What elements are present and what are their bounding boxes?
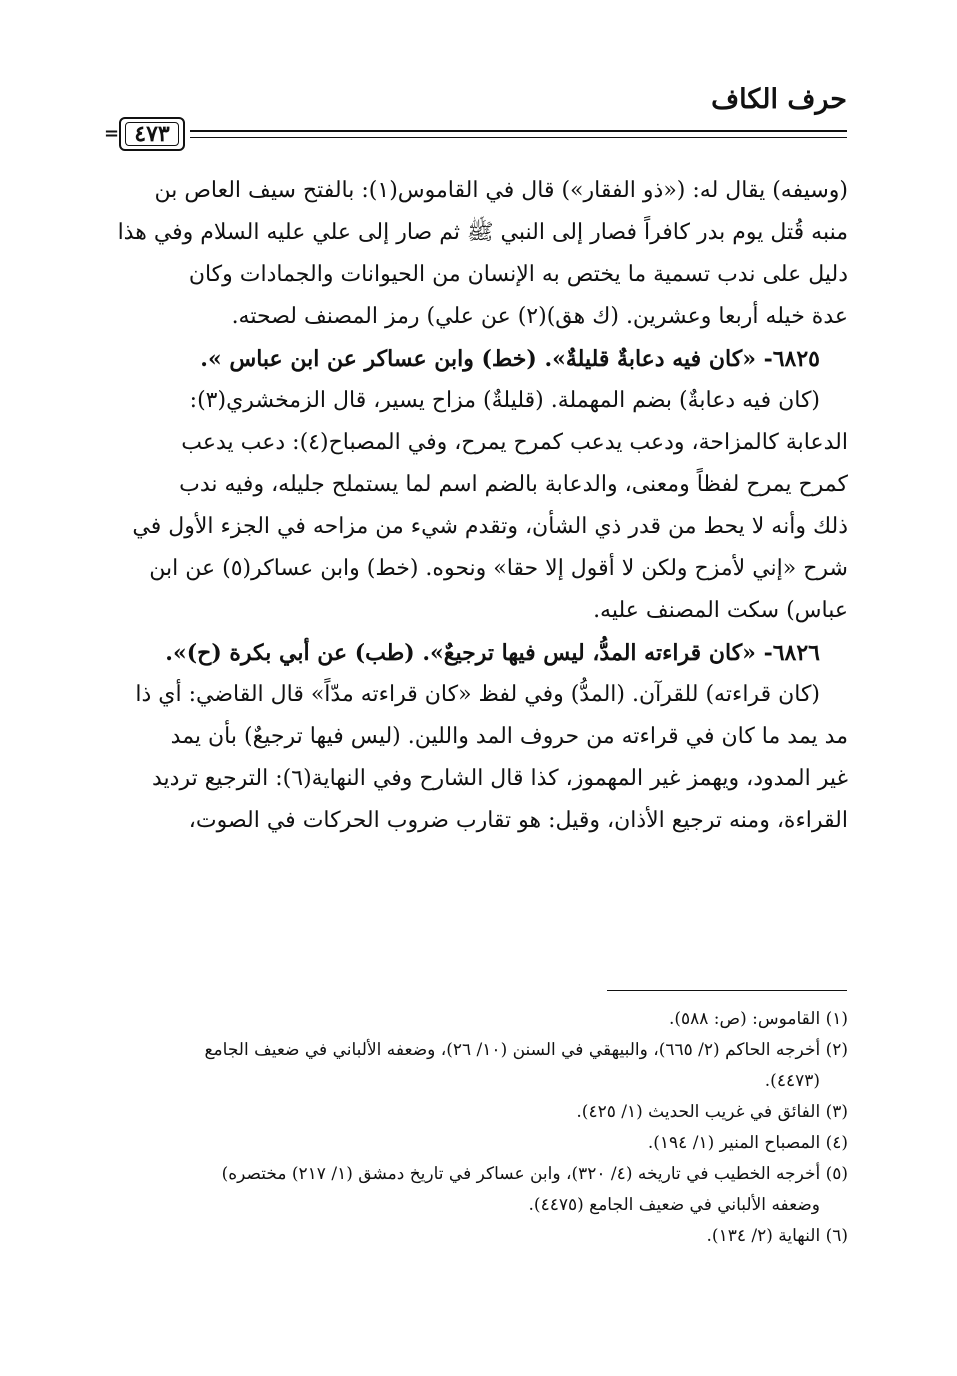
hadith-heading: ٦٨٢٥- «كان فيه دعابةٌ قليلةٌ». (خط) وابن عساكر عن ابن عباس ». <box>200 346 820 372</box>
footnote: (٥) أخرجه الخطيب في تاريخه (٤/ ٣٢٠)، وابن عساكر في تاريخ دمشق (١/ ٢١٧) مختصره) <box>221 1164 848 1184</box>
footnotes <box>104 1004 848 1252</box>
footnote: (٤) المصباح المنير (١/ ١٩٤). <box>647 1133 848 1153</box>
chapter-title: حرف الكاف <box>711 84 847 115</box>
body-line: منبه قُتل يوم بدر كافراً فصار إلى النبي ﷺ ثم صار إلى علي عليه السلام وفي هذا <box>117 220 848 245</box>
page-number <box>119 117 185 151</box>
header-rule-thin <box>190 137 847 138</box>
body-line: كمرح يمرح لفظاً ومعنى، والدعابة بالضم اسم لما يستملح جليله، وفيه ندب <box>179 472 848 497</box>
body-line: القراءة، ومنه ترجيع الأذان، وقيل: هو تقارب ضروب الحركات في الصوت، <box>188 808 848 833</box>
body-line: (وسيفه) يقال له: («ذو الفقار») قال في القاموس(١): بالفتح سيف العاص بن <box>154 178 848 203</box>
footnote-separator <box>607 990 847 991</box>
footnote: (٢) أخرجه الحاكم (٢/ ٦٦٥)، والبيهقي في السنن (١٠/ ٢٦)، وضعفه الألباني في ضعيف الجامع <box>204 1040 848 1060</box>
footnote: (١) القاموس: (ص: ٥٨٨). <box>668 1009 848 1029</box>
body-line: دليل على ندب تسمية ما يختص به الإنسان من الحيوانات والجمادات وكان <box>188 262 848 287</box>
body-line: غير المدود، ويهمز غير المهموز، كذا قال الشارح وفي النهاية(٦): الترجيع ترديد <box>151 766 848 791</box>
footnote-continuation: وضعفه الألباني في ضعيف الجامع (٤٤٧٥). <box>528 1195 820 1215</box>
body-line: ذلك وأنه لا يحط من قدر ذي الشأن، وتقدم شيء من مزاحه في الجزء الأول في <box>132 514 848 539</box>
footnote: (٣) الفائق في غريب الحديث (١/ ٤٢٥). <box>576 1102 848 1122</box>
body-line: عباس) سكت المصنف عليه. <box>593 598 848 623</box>
footnote: (٦) النهاية (٢/ ١٣٤). <box>706 1226 848 1246</box>
body-line: (كان قراءته) للقرآن. (المدُّ) وفي لفظ «كان قراءته مدّاً» قال القاضي: أي ذا <box>135 682 820 707</box>
body-line: عدة خيله أربعا وعشرين. (ك هق)(٢) عن علي) رمز المصنف لصحته. <box>231 304 848 329</box>
footnote-continuation: (٤٤٧٣). <box>764 1071 820 1091</box>
body-line: مد يمد ما كان في قراءته من حروف المد واللين. (ليس فيها ترجيعٌ) بأن يمد <box>170 724 848 749</box>
hadith-heading: ٦٨٢٦- «كان قراءته المدُّ، ليس فيها ترجيعٌ». (طب) عن أبي بكرة (ح)». <box>165 640 820 666</box>
body-line: شرح «إني لأمزح ولكن لا أقول إلا حقا» ونحوه. (خط) وابن عساكر(٥) عن ابن <box>149 556 848 581</box>
header-rule <box>190 130 847 132</box>
continuation-mark: = <box>104 123 120 144</box>
body-text <box>104 170 848 842</box>
body-line: الدعابة كالمزاحة، ودعب يدعب كمرح يمرح، وفي المصباح(٤): دعب يدعب <box>181 430 848 455</box>
page-number-text: ٤٧٣ <box>134 121 170 147</box>
body-line: (كان فيه دعابةٌ) بضم المهملة. (قليلةٌ) مزاح يسير، قال الزمخشري(٣): <box>189 388 820 413</box>
